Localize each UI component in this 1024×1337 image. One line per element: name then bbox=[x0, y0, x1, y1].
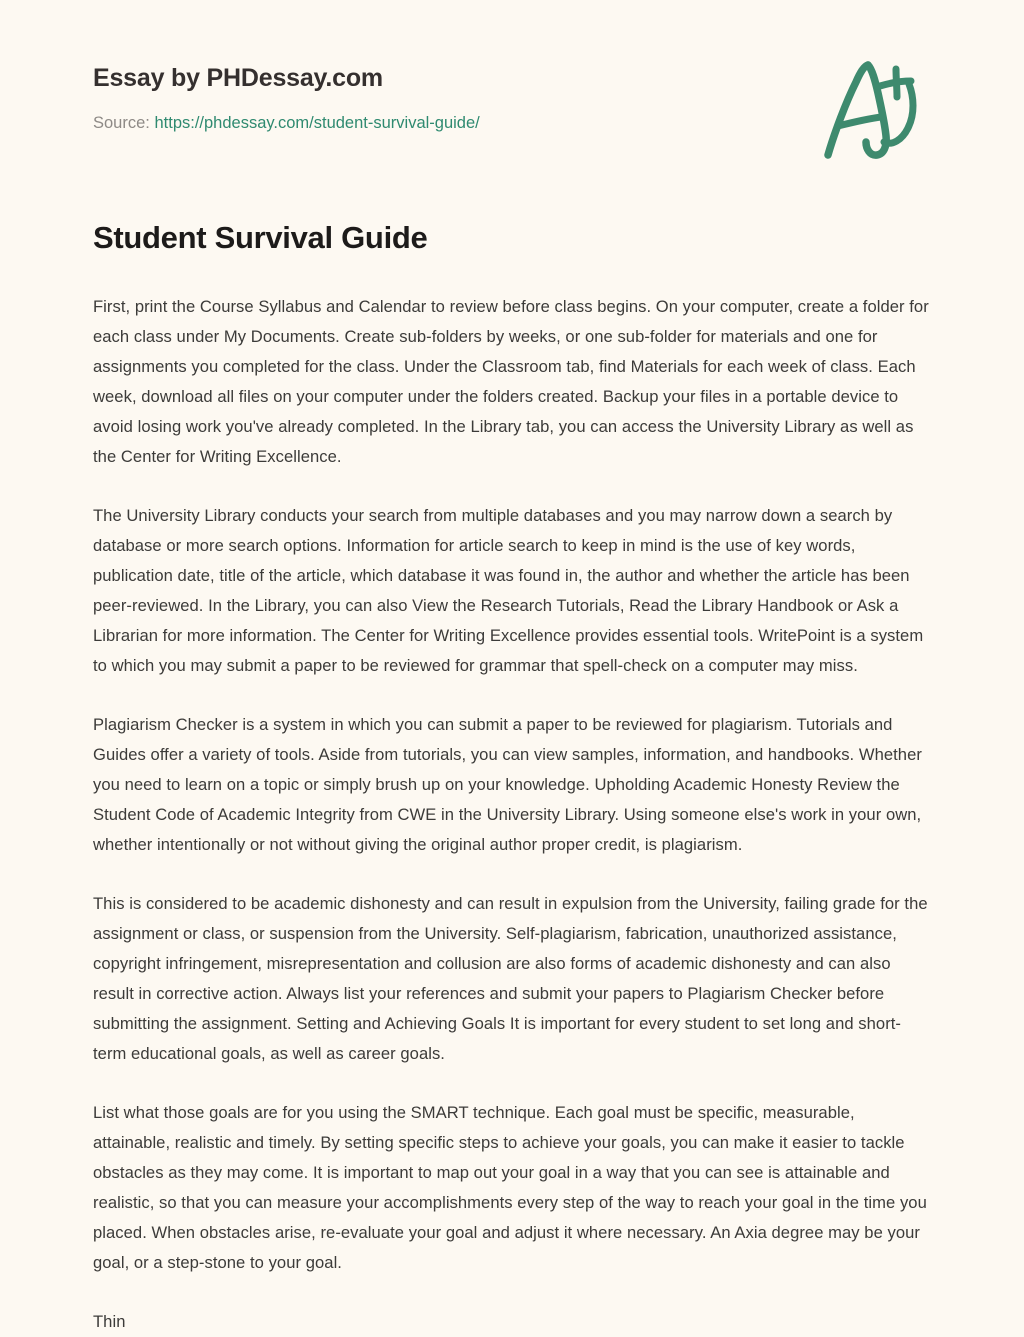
article-paragraph: Plagiarism Checker is a system in which you can submit a paper to be reviewed for plagiarism. Tutorials and Guides offer a variety of tools. Aside from tutorials, you can view samples, information, and handbooks. Whether you need to learn on a topic or simply brush up on your knowledge. Upholding Academic Honesty Review the Student Code of Academic Integrity from CWE in the University Library. Using someone else's work in your own, whether intentionally or not without giving the original author proper credit, is plagiarism. bbox=[93, 715, 922, 854]
page-title: Student Survival Guide bbox=[93, 220, 428, 255]
source-line bbox=[93, 112, 931, 134]
article-paragraph: List what those goals are for you using the SMART technique. Each goal must be specific, measurable, attainable, realistic and timely. By setting specific steps to achieve your goals, you can make it easier to tackle obstacles as they may come. It is important to map out your goal in a way that you can see is attainable and realistic, so that you can measure your accomplishments every step of the way to reach your goal in the time you placed. When obstacles arise, re-evaluate your goal and adjust it where necessary. An Axia degree may be your goal, or a step-stone to your goal. bbox=[93, 1103, 927, 1272]
source-url-link[interactable]: https://phdessay.com/student-survival-guide/ bbox=[154, 114, 480, 132]
masthead bbox=[93, 62, 931, 167]
aplus-logo-icon bbox=[812, 52, 924, 167]
article-paragraph: First, print the Course Syllabus and Calendar to review before class begins. On your computer, create a folder for each class under My Documents. Create sub-folders by weeks, or one sub-folder for materials and one for assignments you completed for the class. Under the Classroom tab, find Materials for each week of class. Each week, download all files on your computer under the folders created. Backup your files in a portable device to avoid losing work you've already completed. In the Library tab, you can access the University Library as well as the Center for Writing Excellence. bbox=[93, 297, 929, 466]
article-paragraph: This is considered to be academic dishonesty and can result in expulsion from the University, failing grade for the assignment or class, or suspension from the University. Self-plagiarism, fabrication, unauthorized assistance, copyright infringement, misrepresentation and collusion are also forms of academic dishonesty and can also result in corrective action. Always list your references and submit your papers to Plagiarism Checker before submitting the assignment. Setting and Achieving Goals It is important for every student to set long and short-term educational goals, as well as career goals. bbox=[93, 894, 928, 1063]
article-body bbox=[93, 292, 933, 1337]
article bbox=[93, 218, 933, 1337]
brand-title: Essay by PHDessay.com bbox=[93, 64, 383, 92]
aplus-logo bbox=[812, 52, 924, 167]
article-paragraph: Thin bbox=[93, 1312, 126, 1331]
source-label: Source: bbox=[93, 114, 150, 132]
article-paragraph: The University Library conducts your search from multiple databases and you may narrow down a search by database or more search options. Information for article search to keep in mind is the use of key words, publication date, title of the article, which database it was found in, the author and whether the article has been peer-reviewed. In the Library, you can also View the Research Tutorials, Read the Library Handbook or Ask a Librarian for more information. The Center for Writing Excellence provides essential tools. WritePoint is a system to which you may submit a paper to be reviewed for grammar that spell-check on a computer may miss. bbox=[93, 506, 924, 675]
